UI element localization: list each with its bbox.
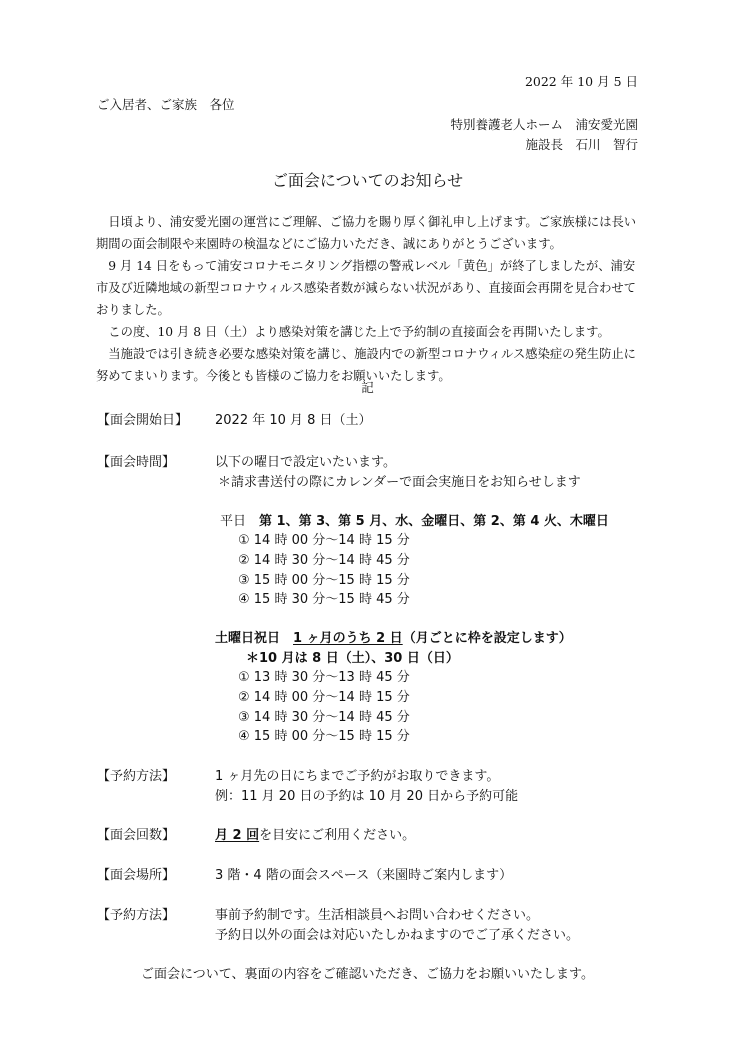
weekend-slot: ① 13 時 30 分～13 時 45 分 xyxy=(238,670,410,685)
body-paragraph-1: 日頃より、浦安愛光園の運営にご理解、ご協力を賜り厚く御礼申し上げます。ご家族様には長い期間の面会制限や来園時の検温などにご協力いただき、誠にありがとうございます。 xyxy=(96,215,637,251)
document-date: 2022 年 10 月 5 日 xyxy=(524,74,638,89)
body-paragraph-4: 当施設では引き続き必要な感染対策を講じ、施設内での新型コロナウィルス感染症の発生防止に努めてまいります。今後とも皆様のご協力をお願いいたします。 xyxy=(96,347,636,383)
weekday-slot: ④ 15 時 30 分～15 時 45 分 xyxy=(238,592,410,607)
visit-count-label: 【面会回数】 xyxy=(97,828,176,843)
start-date-value: 2022 年 10 月 8 日（土） xyxy=(215,413,372,428)
weekend-slot: ③ 14 時 30 分～14 時 45 分 xyxy=(238,710,410,725)
ki-heading: 記 xyxy=(361,380,374,395)
director-name: 施設長 石川 智行 xyxy=(525,137,638,152)
weekend-title xyxy=(215,629,572,649)
reservation-method-line-2: 例：11 月 20 日の予約は 10 月 20 日から予約可能 xyxy=(215,789,519,804)
weekday-title-rest: 第 1、第 3、第 5 月、水、金曜日、第 2、第 4 火、木曜日 xyxy=(259,514,609,529)
reservation-method-2-label: 【予約方法】 xyxy=(97,908,176,923)
weekend-title-rest: （月ごとに枠を設定します） xyxy=(402,631,572,646)
body-paragraph-3: この度、10 月 8 日（土）より感染対策を講じた上で予約制の直接面会を再開いたします。 xyxy=(96,325,610,339)
hours-line-1: 以下の曜日で設定いたいます。 xyxy=(215,455,396,470)
weekend-slot: ② 14 時 00 分～14 時 15 分 xyxy=(238,690,410,705)
weekend-slot: ④ 15 時 00 分～15 時 15 分 xyxy=(238,729,410,744)
closing-note: ご面会について、裏面の内容をご確認いただき、ご協力をお願いいたします。 xyxy=(141,967,594,982)
recipient: ご入居者、ご家族 各位 xyxy=(97,97,235,112)
reservation-method-line-1: 1 ヶ月先の日にちまでご予約がお取りできます。 xyxy=(215,769,500,784)
visit-place-value: 3 階・4 階の面会スペース（来園時ご案内します） xyxy=(215,868,513,883)
organization-name: 特別養護老人ホーム 浦安愛光園 xyxy=(450,117,638,132)
weekday-slot: ③ 15 時 00 分～15 時 15 分 xyxy=(238,573,410,588)
body-paragraph-2: 9 月 14 日をもって浦安コロナモニタリング指標の警戒レベル「黄色」が終了しましたが、浦安市及び近隣地域の新型コロナウィルス感染者数が減らない状況があり、直接面会再開を見合わせておりました。 xyxy=(96,259,636,317)
visit-count-value xyxy=(215,826,415,846)
visit-count-underlined: 月 2 回 xyxy=(215,828,260,843)
visit-count-rest: を目安にご利用ください。 xyxy=(259,828,416,843)
start-date-label: 【面会開始日】 xyxy=(97,413,189,428)
reservation-method-2-line-1: 事前予約制です。生活相談員へお問い合わせください。 xyxy=(215,908,539,923)
weekday-slot: ① 14 時 00 分～14 時 15 分 xyxy=(238,533,410,548)
weekend-title-prefix: 土曜日祝日 xyxy=(215,631,294,646)
reservation-method-label: 【予約方法】 xyxy=(97,769,176,784)
hours-line-2: ＊請求書送付の際にカレンダーで面会実施日をお知らせします xyxy=(218,475,581,490)
weekday-title xyxy=(220,512,609,532)
weekday-slot: ② 14 時 30 分～14 時 45 分 xyxy=(238,553,410,568)
hours-label: 【面会時間】 xyxy=(97,455,176,470)
document-title: ご面会についてのお知らせ xyxy=(271,171,464,190)
visit-place-label: 【面会場所】 xyxy=(97,868,176,883)
weekday-title-prefix: 平日 xyxy=(220,514,260,529)
weekend-title-underlined: 1 ヶ月のうち 2 日 xyxy=(293,631,403,646)
reservation-method-2-line-2: 予約日以外の面会は対応いたしかねますのでご了承ください。 xyxy=(215,928,580,943)
weekend-note: ＊10 月は 8 日（土）、30 日（日） xyxy=(246,651,459,666)
